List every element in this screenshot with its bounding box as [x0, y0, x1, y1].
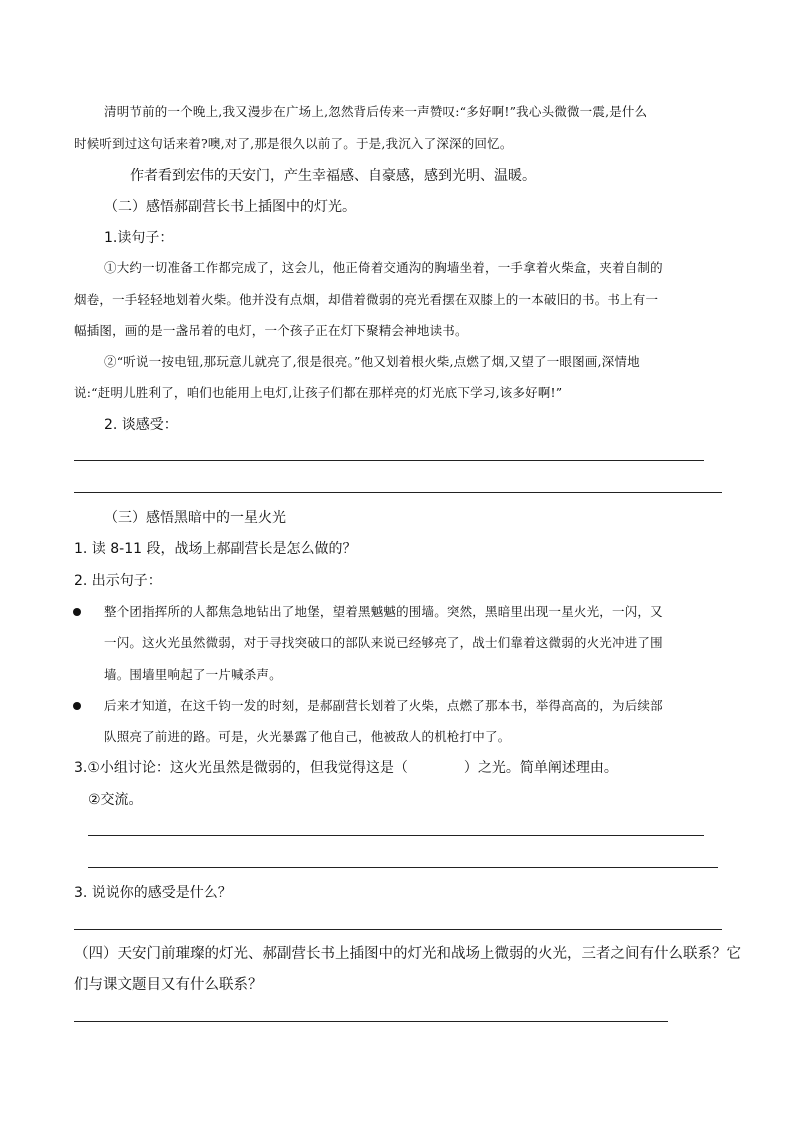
part3-question-1: 1. 读 8-11 段，战场上郝副营长是怎么做的？: [74, 541, 357, 557]
part2-item1-label: 1.读句子：: [104, 230, 174, 246]
part3-question-3c: 3. 说说你的感受是什么？: [74, 885, 232, 901]
answer-line[interactable]: [74, 492, 722, 493]
answer-line[interactable]: [74, 460, 704, 461]
part4-line-2: 们与课文题目又有什么联系？: [74, 977, 263, 993]
part3-question-2: 2. 出示句子：: [74, 573, 162, 589]
quote2-line-2: 说:“赶明儿胜利了，咱们也能用上电灯,让孩子们都在那样亮的灯光底下学习,该多好啊!”: [74, 385, 563, 400]
quote1-line-3: 幅插图，画的是一盏吊着的电灯，一个孩子正在灯下聚精会神地读书。: [74, 323, 468, 338]
bullet1-line-1: 整个团指挥所的人都焦急地钻出了地堡，望着黑魆魆的围墙。突然，黑暗里出现一星火光，一闪，又: [104, 604, 663, 619]
answer-line[interactable]: [88, 835, 704, 836]
answer-line[interactable]: [74, 1021, 668, 1022]
bullet2-line-2: 队照亮了前进的路。可是，火光暴露了他自己，他被敌人的机枪打中了。: [104, 729, 511, 744]
part2-item2-label: 2. 谈感受：: [104, 417, 178, 433]
bullet1-line-2: 一闪。这火光虽然微弱，对于寻找突破口的部队来说已经够亮了，战士们靠着这微弱的火光冲进了围: [104, 635, 663, 650]
bullet-icon: [73, 608, 81, 616]
summary-text: 作者看到宏伟的天安门，产生幸福感、自豪感，感到光明、温暖。: [130, 168, 536, 184]
part3-question-3a: 3.①小组讨论：这火光虽然是微弱的，但我觉得这是（ ）之光。简单阐述理由。: [74, 760, 618, 776]
quote2-line-1: ②“听说一按电钮,那玩意儿就亮了,很是很亮。”他又划着根火柴,点燃了烟,又望了一眼图画,深情地: [104, 354, 640, 369]
bullet1-line-3: 墙。围墙里响起了一片喊杀声。: [104, 667, 282, 682]
quote1-line-1: ①大约一切准备工作都完成了，这会儿，他正倚着交通沟的胸墙坐着，一手拿着火柴盒，夹着自制的: [104, 260, 663, 275]
bullet-icon: [73, 702, 81, 710]
part3-question-3b: ②交流。: [88, 792, 143, 808]
part3-heading: （三）感悟黑暗中的一星火光: [104, 510, 286, 526]
answer-line[interactable]: [88, 867, 718, 868]
answer-line[interactable]: [74, 929, 722, 930]
part4-line-1: （四）天安门前璀璨的灯光、郝副营长书上插图中的灯光和战场上微弱的火光，三者之间有什么联系？它: [74, 946, 741, 962]
intro-line-1: 清明节前的一个晚上,我又漫步在广场上,忽然背后传来一声赞叹:“多好啊!”我心头微微一震,是什么: [104, 104, 648, 119]
quote1-line-2: 烟卷，一手轻轻地划着火柴。他并没有点烟，却借着微弱的亮光看摆在双膝上的一本破旧的书。书上有一: [74, 292, 659, 307]
intro-line-2: 时候听到过这句话来着?噢,对了,那是很久以前了。于是,我沉入了深深的回忆。: [74, 136, 513, 151]
bullet2-line-1: 后来才知道，在这千钧一发的时刻，是郝副营长划着了火柴，点燃了那本书，举得高高的，为后续部: [104, 698, 663, 713]
part2-heading: （二）感悟郝副营长书上插图中的灯光。: [104, 199, 356, 215]
